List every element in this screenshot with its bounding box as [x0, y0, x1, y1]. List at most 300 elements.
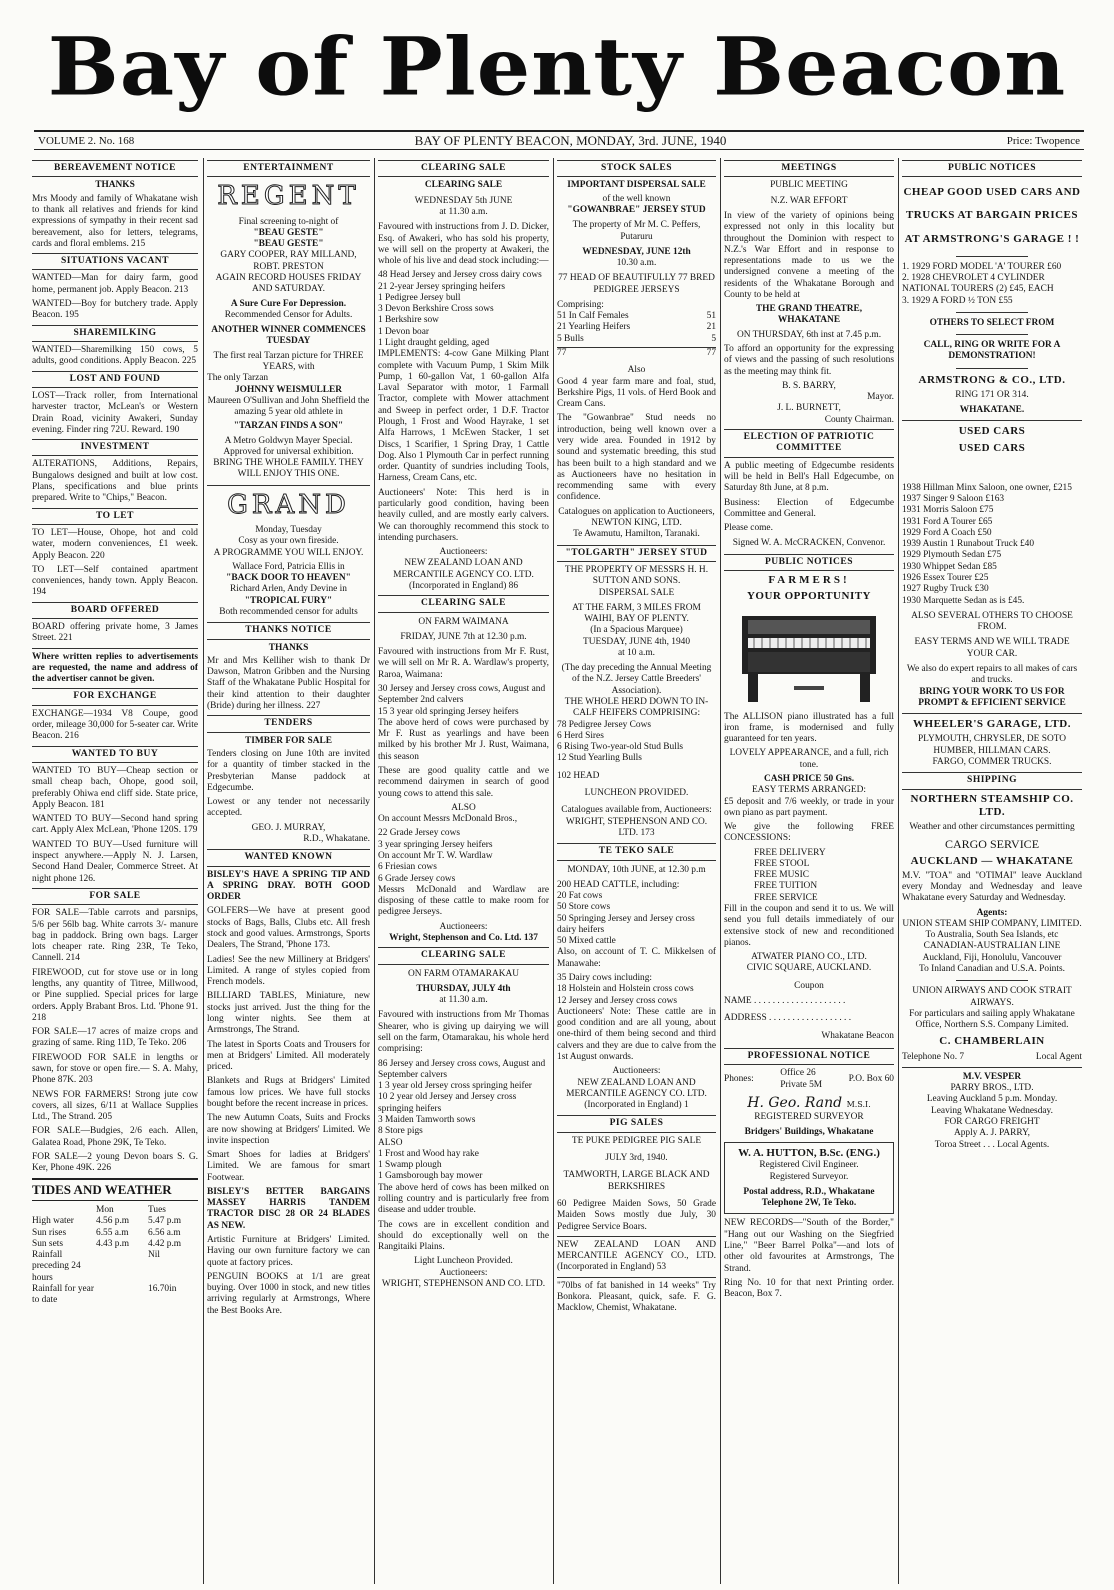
notice-text: The ALLISON piano illustrated has a full iron frame, is modernised and fully guaranteed for ten years. — [724, 711, 894, 745]
text-line: DISPERSAL SALE — [598, 587, 675, 598]
company-name: UNION STEAM SHIP COMPANY, LIMITED. — [902, 918, 1082, 929]
venue: THE GRAND THEATRE, WHAKATANE — [755, 304, 863, 326]
list-item: 12 Jersey and Jersey cross cows — [557, 995, 678, 1006]
text-line: Final screening to-night of — [238, 216, 339, 227]
column-divider — [553, 158, 554, 1584]
text-line: Postal address, R.D., Whakatane — [743, 1186, 875, 1197]
surveyor-signature — [724, 1095, 894, 1112]
divider — [902, 420, 1082, 421]
notice-text: Mr and Mrs Kelliher wish to thank Dr Dawson, Matron Gribben and the Nursing Staff of the Whakatane Public Hospital for their kind attention to their daughter (Bride) during her illness. 227 — [207, 655, 370, 711]
section-heading: CLEARING SALE — [378, 595, 549, 612]
classified-ad: WANTED TO BUY—Second hand spring cart. Apply Alex McLean, 'Phone 120S. 179 — [32, 814, 198, 836]
film-title: "TARZAN FINDS A SON" — [233, 421, 344, 432]
classified-ad: NEWS FOR FARMERS! Strong jute cow covers, all sizes, 6/11 at Wallace Supplies Ltd., The Strand. 205 — [32, 1089, 198, 1123]
ad-headline: M.V. VESPER — [962, 1071, 1022, 1082]
sale-date: WEDNESDAY 5th JUNE — [414, 195, 513, 206]
list-value: 21 — [706, 322, 716, 333]
list-item: 86 Jersey and Jersey cross cows, August and September calvers — [378, 1058, 546, 1080]
text-line: 102 HEAD — [557, 770, 600, 781]
notice-text: Tenders closing on June 10th are invited for a quantity of timber stacked in the Presbyterian Manse paddock at Edgecumbe. — [207, 748, 370, 793]
phone-numbers — [780, 1068, 822, 1091]
text-line: REGISTERED SURVEYOR — [754, 1111, 864, 1122]
text-line: Catalogues available from, Auctioneers: — [561, 805, 712, 816]
section-heading: ENTERTAINMENT — [207, 160, 370, 177]
company-name: WHEELER'S GARAGE, LTD. — [913, 718, 1071, 731]
sale-date: TUESDAY, JUNE 4th, 1940 — [582, 636, 691, 647]
phone-private: Private 5M — [780, 1079, 823, 1090]
text-line: Bridgers' Buildings, Whakatane — [744, 1126, 874, 1137]
text-line: ALSO SEVERAL OTHERS TO CHOOSE FROM. — [911, 610, 1073, 633]
text-line: Light Luncheon Provided. — [414, 1256, 513, 1267]
tides-cell: 4.42 p.m — [148, 1238, 182, 1249]
text-line: "GOWANBRAE" JERSEY STUD — [567, 204, 706, 215]
company-name: PARRY BROS., LTD. — [950, 1083, 1034, 1094]
notice-text: Favoured with instructions from Mr Thomas Shearer, who is giving up dairying we will sell on the farm, Otamarakau, his whole herd comprising: — [378, 1010, 549, 1055]
list-item: 1937 Singer 9 Saloon £163 — [902, 494, 1005, 505]
list-value: 51 — [706, 311, 716, 322]
text-line: FARGO, COMMER TRUCKS. — [932, 756, 1052, 767]
list-item — [557, 311, 716, 322]
sale-date: WEDNESDAY, JUNE 12th — [582, 246, 691, 257]
subheading: IMPORTANT DISPERSAL SALE — [567, 180, 706, 191]
signatory-title: County Chairman. — [824, 414, 894, 425]
list-item: 50 Mixed cattle — [557, 936, 616, 947]
list-item: 1 Frost and Wood hay rake — [378, 1148, 479, 1159]
classified-ad: Blankets and Rugs at Bridgers' Limited famous low prices. We have full stocks bought before the recent increase in prices. — [207, 1076, 370, 1109]
list-item: 3 year springing Jersey heifers — [378, 839, 493, 850]
coupon-name-field: NAME . . . . . . . . . . . . . . . . . . . . — [724, 996, 846, 1006]
list-item: FREE SERVICE — [754, 892, 818, 903]
issue-date: BAY OF PLENTY BEACON, MONDAY, 3rd. JUNE, 1940 — [414, 132, 727, 148]
text-line: FOR CARGO FREIGHT — [944, 1117, 1040, 1128]
classified-ad: Ring No. 10 for that next Printing order. Beacon, Box 7. — [724, 1277, 894, 1300]
text-line: We also do expert repairs to all makes of cars and trucks. — [906, 663, 1078, 686]
masthead — [0, 8, 1114, 126]
sale-date: JULY 3rd, 1940. — [605, 1153, 668, 1164]
column-stock-sales — [557, 160, 716, 1580]
subheading: TIMBER FOR SALE — [245, 735, 332, 746]
list-label: 5 Bulls — [557, 333, 584, 344]
classified-ad: Ladies! See the new Millinery at Bridgers' Limited. A range of styles copied from French models. — [207, 954, 370, 988]
list-item: 1938 Hillman Minx Saloon, one owner, £215 — [902, 482, 1072, 493]
subheading: TE PUKE PEDIGREE PIG SALE — [571, 1135, 702, 1146]
po-box: P.O. Box 60 — [848, 1073, 894, 1084]
text-line: Comprising: — [557, 299, 604, 310]
subheading: CLEARING SALE — [424, 180, 503, 191]
classified-ad: The new Autumn Coats, Suits and Frocks are now showing at Bridgers' Limited. We invite inspection — [207, 1113, 370, 1146]
list-item: 6 Herd Sires — [557, 730, 604, 741]
phone-office: Office 26 — [780, 1068, 816, 1079]
notice-text: A public meeting of Edgecumbe residents will be held in Bell's Hall Edgecumbe, on Saturday 8th June, at 8 p.m. — [724, 460, 894, 494]
text-line: Auctioneers: — [439, 1267, 488, 1278]
text-line: Also — [627, 365, 646, 376]
signatory: B. S. BARRY, — [782, 380, 836, 391]
list-item: FREE DELIVERY — [754, 847, 826, 858]
section-heading: PIG SALES — [557, 1115, 716, 1132]
list-item: 50 Springing Jersey and Jersey cross dairy heifers — [557, 913, 695, 935]
classified-ad: GOLFERS—We have at present good stocks of Bags, Balls, Clubs etc. All fresh stock and good values. Armstrongs, Sports Dealers, The Strand, 'Phone 173. — [207, 906, 370, 951]
text-line: Auctioneers: — [439, 921, 488, 932]
company-name: NORTHERN STEAMSHIP CO. LTD. — [910, 792, 1074, 818]
list-item: 8 Store pigs — [378, 1126, 423, 1137]
text-line: GARY COOPER, RAY MILLAND, ROBT. PRESTON — [220, 250, 357, 272]
tides-cell: Nil — [148, 1250, 160, 1261]
divider — [902, 1067, 1082, 1068]
list-item: 1929 Plymouth Sedan £75 — [902, 550, 1002, 561]
text-line: ANOTHER WINNER COMMENCES TUESDAY — [211, 325, 366, 347]
notice-text: Fill in the coupon and send it to us. We will send you full details immediately of our extensive stock of new and reconditioned pianos. — [724, 904, 894, 948]
text-line: AGAIN RECORD HOUSES FRIDAY AND SATURDAY. — [215, 272, 362, 295]
classified-ad: "70lbs of fat banished in 14 weeks" Try Bonkora. Pleasant, quick, safe. F. G. Macklow, Chemist, Whakatane. — [557, 1277, 716, 1315]
list-item: 1939 Austin 1 Runabout Truck £40 — [902, 539, 1035, 550]
text-line: Both recommended censor for adults — [219, 606, 358, 617]
ad-headline: USED CARS — [958, 441, 1026, 454]
section-heading: PROFESSIONAL NOTICE — [724, 1048, 894, 1065]
list-item: 78 Pedigree Jersey Cows — [557, 719, 651, 730]
list-item: 1 Devon boar — [378, 326, 430, 337]
agent-contact-row — [902, 1052, 1082, 1063]
text-line: Auctioneers: — [439, 547, 488, 558]
section-heading: FOR EXCHANGE — [32, 688, 198, 705]
text-line: of the well known — [602, 193, 671, 204]
text-line: Local Agent — [1035, 1051, 1082, 1062]
text-line: Apply A. J. PARRY, — [953, 1128, 1031, 1139]
signatory-title: Mayor. — [867, 392, 894, 403]
notice-text: M.V. "TOA" and "OTIMAI" leave Auckland every Monday and Wednesday and leave Whakatane every Saturday and Wednesday. — [902, 870, 1082, 904]
column-entertainment — [207, 160, 370, 1580]
notice-text: We give the following FREE CONCESSIONS: — [724, 822, 894, 844]
list-item: 1927 Rugby Truck £30 — [902, 584, 989, 595]
volume-number: VOLUME 2. No. 168 — [38, 134, 135, 147]
subheading: ON FARM OTAMARAKAU — [407, 968, 520, 979]
classified-ad: FIREWOOD, cut for stove use or in long lengths, any quantity of Titree, Millwood, or Pine supplied. Special prices for large orders. Apply Brabant Bros. Ltd. 'Phone 91. 218 — [32, 967, 198, 1023]
tides-col-header: Mon — [96, 1205, 114, 1216]
agent-name: C. CHAMBERLAIN — [939, 1035, 1045, 1048]
auctioneer: NEW ZEALAND LOAN AND MERCANTILE AGENCY CO., LTD. (Incorporated in England) 53 — [557, 1236, 716, 1274]
tides-cell: Sun sets — [32, 1238, 63, 1249]
classified-ad: TO LET—House, Ohope, hot and cold water, modern conveniences, £1 week. Apply Beacon. 220 — [32, 527, 198, 561]
text-line: Registered Civil Engineer. — [759, 1160, 859, 1171]
tides-cell: 4.43 p.m — [96, 1238, 130, 1249]
text-line: LOVELY APPEARANCE, and a full, rich tone. — [729, 748, 889, 770]
notice-text: Messrs McDonald and Wardlaw are disposing of these cattle to make room for pedigree Jerseys. — [378, 884, 549, 918]
text-line: BRING YOUR WORK TO US FOR PROMPT & EFFICIENT SERVICE — [918, 686, 1066, 708]
notice-text: Auctioneers' Note: These cattle are in good condition and are all young, about one-third of them being second and third calvers and they are due to calve from the 1st August onwards. — [557, 1006, 716, 1063]
text-line: BRING THE WHOLE FAMILY. THEY WILL ENJOY THIS ONE. — [213, 458, 364, 480]
text-line: PLYMOUTH, CHRYSLER, DE SOTO HUMBER, HILLMAN CARS. — [917, 734, 1067, 756]
list-item: 1926 Essex Tourer £25 — [902, 573, 989, 584]
notice-text: 60 Pedigree Maiden Sows, 50 Grade Maiden Sows mostly due July, 30 Pedigree Service Boars. — [557, 1198, 716, 1232]
newspaper-title: Bay of Plenty Beacon — [47, 19, 1067, 114]
text-line: Monday, Tuesday — [255, 524, 322, 535]
text-line: OTHERS TO SELECT FROM — [929, 317, 1055, 328]
section-heading: SITUATIONS VACANT — [32, 253, 198, 270]
list-label: 77 — [557, 348, 567, 359]
section-heading: INVESTMENT — [32, 439, 198, 456]
notice-text: Where written replies to advertisements are requested, the name and address of the advertiser cannot be given. — [32, 648, 198, 686]
classified-ad: FIREWOOD FOR SALE in lengths or sawn, for stove or open fire.— S. A. Mahy, Phone 87K. 203 — [32, 1052, 198, 1086]
text-line: Please come. — [724, 523, 773, 534]
section-heading: BOARD OFFERED — [32, 602, 198, 619]
sale-time: 10.30 a.m. — [616, 258, 657, 269]
section-heading: CLEARING SALE — [378, 160, 549, 177]
notice-text: To afford an opportunity for the expressing of views and the passing of such resolutions as the meeting may think fit. — [724, 344, 894, 377]
notice-text: Lowest or any tender not necessarily accepted. — [207, 797, 370, 819]
film-title: "TROPICAL FURY" — [244, 595, 333, 606]
list-item: 1 Gamsborough bay mower — [378, 1171, 483, 1182]
section-heading: STOCK SALES — [557, 160, 716, 177]
column-public-notices — [902, 160, 1082, 1580]
list-item: On account Mr T. W. Wardlaw — [378, 850, 493, 861]
text-line: EASY TERMS AND WE WILL TRADE YOUR CAR. — [914, 637, 1070, 659]
tides-cell — [96, 1250, 146, 1284]
auctioneer: NEW ZEALAND LOAN AND MERCANTILE AGENCY CO. LTD. (Incorporated in England) 1 — [566, 1077, 707, 1111]
list-value: 5 — [711, 333, 716, 344]
list-item: 1 Swamp plough — [378, 1160, 442, 1171]
text-line: RING 171 OR 314. — [955, 389, 1029, 400]
text-line: THE PROPERTY OF MESSRS H. H. SUTTON AND SONS. — [564, 564, 709, 587]
section-heading: WANTED KNOWN — [207, 849, 370, 866]
list-item: 1931 Morris Saloon £75 — [902, 505, 994, 516]
list-item — [557, 347, 716, 359]
auctioneer: WRIGHT, STEPHENSON AND CO. LTD. — [381, 1278, 546, 1289]
text-line: THE WHOLE HERD DOWN TO IN-CALF HEIFERS COMPRISING: — [564, 697, 709, 719]
list-item: 1 3 year old Jersey cross springing heifer — [378, 1081, 532, 1092]
hutton-notice — [724, 1142, 894, 1214]
tides-cell — [96, 1284, 146, 1307]
column-meetings — [724, 160, 894, 1580]
notice-text: The above herd of cows were purchased by Mr F. Rust as yearlings and have been milked by his brother Mr J. Rust, Waimana, this season — [378, 717, 549, 762]
section-heading: "TOLGARTH" JERSEY STUD — [557, 545, 716, 562]
notice-text: £5 deposit and 7/6 weekly, or trade in your own piano as part payment. — [724, 796, 894, 818]
text-line: GEO. J. MURRAY, — [251, 822, 326, 833]
sale-date: THURSDAY, JULY 4th — [416, 983, 511, 994]
list-label: 21 Yearling Heifers — [557, 322, 631, 333]
list-item: 1930 Marquette Sedan as is £45. — [902, 595, 1025, 606]
tides-cell: Sun rises — [32, 1227, 67, 1238]
list-value: 77 — [706, 348, 716, 359]
section-heading: ELECTION OF PATRIOTIC COMMITTEE — [724, 429, 894, 458]
regent-theatre-title: REGENT — [217, 181, 360, 212]
ad-headline: FARMERS! — [768, 574, 850, 587]
text-line: Richard Arlen, Andy Devine in — [230, 584, 347, 595]
list-item: 6 Rising Two-year-old Stud Bulls — [557, 742, 684, 753]
film-title: "BACK DOOR TO HEAVEN" — [226, 573, 351, 584]
classified-ad: ALTERATIONS, Additions, Repairs, Bungalows designed and built at low cost. Plans, specifications and blue prints prepared. Write to "Chips," Beacon. — [32, 459, 198, 504]
company-name: ATWATER PIANO CO., LTD. — [751, 952, 867, 963]
list-item: 1931 Ford A Tourer £65 — [902, 516, 993, 527]
classified-ad: NEW RECORDS—"South of the Border," "Hang out our Washing on the Siegfried Line," "Beer Barrel Polka"—and lots of other old favourites at Armstrongs, The Strand. — [724, 1218, 894, 1274]
text-line: 200 HEAD CATTLE, including: — [557, 879, 680, 890]
company-address: CIVIC SQUARE, AUCKLAND. — [746, 963, 872, 974]
notice-text: The cows are in excellent condition and should do exceptionally well on the Rangitaiki Plains. — [378, 1219, 549, 1253]
column-clearing-sales — [378, 160, 549, 1580]
list-item: 10 2 year old Jersey and Jersey cross springing heifers — [378, 1092, 517, 1114]
signature-suffix: M.S.I. — [846, 1099, 871, 1109]
text-line: The only Tarzan — [207, 373, 269, 384]
divider — [956, 368, 1028, 369]
section-heading: SHAREMILKING — [32, 325, 198, 342]
text-line: (In a Spacious Marquee) — [590, 625, 683, 636]
section-heading: TE TEKO SALE — [557, 843, 716, 860]
text-line: Leaving Auckland 5 p.m. Monday. — [926, 1094, 1058, 1105]
list-item: 15 3 year old springing Jersey heifers — [378, 706, 519, 717]
column-divider — [898, 158, 899, 1584]
list-item — [557, 334, 716, 345]
list-item: 1930 Whippet Sedan £85 — [902, 561, 997, 572]
cash-price: CASH PRICE 50 Gns. — [763, 773, 855, 784]
list-item: 1 Light draught gelding, aged — [378, 338, 490, 349]
text-line: R.D., Whakatane. — [303, 833, 370, 844]
section-heading: PUBLIC NOTICES — [902, 160, 1082, 177]
divider — [956, 980, 1028, 981]
classified-ad: EXCHANGE—1934 V8 Coupe, good order, mileage 30,000 for 5-seater car. Write Beacon. 216 — [32, 708, 198, 742]
text-line: Leaving Whakatane Wednesday. — [931, 1105, 1053, 1116]
section-heading: LOST AND FOUND — [32, 371, 198, 388]
text-line: WHAKATANE. — [959, 405, 1025, 416]
list-item: 18 Holstein and Holstein cross cows — [557, 984, 694, 995]
text-line: Telephone No. 7 — [902, 1051, 965, 1062]
sale-date: FRIDAY, JUNE 7th at 12.30 p.m. — [400, 631, 527, 642]
subheading: PUBLIC MEETING — [770, 180, 848, 191]
sale-time: at 11.30 a.m. — [439, 206, 488, 217]
phones-row — [724, 1068, 894, 1091]
section-heading: CLEARING SALE — [378, 947, 549, 964]
column-classifieds — [32, 160, 198, 1580]
classified-ad: FOR SALE—17 acres of maize crops and grazing of same. Ring 11D, Te Teko. 206 — [32, 1027, 198, 1049]
classified-ad: Artistic Furniture at Bridgers' Limited. Having our own furniture factory we can quote at factory prices. — [207, 1235, 370, 1268]
subheading: THANKS — [95, 180, 135, 191]
notice-text: These are good quality cattle and we recommend dairymen in search of good young cows to attend this sale. — [378, 766, 549, 799]
list-item: 3 Maiden Tamworth sows — [378, 1114, 476, 1125]
ad-headline: YOUR OPPORTUNITY — [746, 590, 872, 603]
text-line: 77 HEAD OF BEAUTIFULLY 77 BRED PEDIGREE JERSEYS — [558, 273, 715, 295]
text-line: A PROGRAMME YOU WILL ENJOY. — [213, 547, 364, 558]
classified-ad: BISLEY'S HAVE A SPRING TIP AND A SPRING DRAY. BOTH GOOD ORDER — [207, 869, 370, 903]
coupon-label: Coupon — [794, 980, 824, 991]
list-item: 3. 1929 A FORD ½ TON £55 — [902, 295, 1013, 306]
text-line: Weather and other circumstances permitting — [909, 821, 1075, 832]
classified-ad: BILLIARD TABLES, Miniature, new stocks just arrived. Just the thing for the long winter nights. See them at Armstrongs, The Strand. — [207, 991, 370, 1036]
notice-text: Business: Election of Edgecumbe Committee and General. — [724, 497, 894, 519]
tides-cell: High water — [32, 1216, 74, 1227]
ad-headline: USED CARS — [958, 425, 1026, 438]
auctioneer: NEWTON KING, LTD. — [591, 517, 682, 528]
text-line: EASY TERMS ARRANGED: — [751, 785, 867, 796]
section-heading: BEREAVEMENT NOTICE — [32, 160, 198, 177]
sale-date: MONDAY, 10th JUNE, at 12.30 p.m — [567, 864, 706, 875]
tides-col-header — [32, 1205, 94, 1216]
list-label: 51 In Calf Females — [557, 311, 629, 322]
issue-info-bar — [34, 130, 1084, 150]
classified-ad: WANTED—Man for dairy farm, good home, permanent job. Apply Beacon. 213 — [32, 273, 198, 295]
list-item: 1929 Ford A Coach £50 — [902, 527, 992, 538]
classified-ad: BOARD offering private home, 3 James Street. 221 — [32, 622, 198, 644]
text-line: Catalogues on application to Auctioneers, — [558, 506, 715, 517]
text-line: A Metro Goldwyn Mayer Special. Approved for universal exhibition. — [223, 435, 354, 457]
text-line: (The day preceding the Annual Meeting of the N.Z. Jersey Cattle Breeders' Association). — [561, 663, 712, 696]
notice-text: Good 4 year farm mare and foal, stud, Berkshire Pigs, 11 vols. of Herd Book and Cream Cans. — [557, 376, 716, 410]
auctioneer: WRIGHT, STEPHENSON AND CO. LTD. 173 — [565, 816, 708, 838]
ad-headline: CHEAP GOOD USED CARS AND TRUCKS AT BARGAIN PRICES AT ARMSTRONG'S GARAGE ! ! — [903, 186, 1081, 245]
text-line: For particulars and sailing apply Whakatane Office, Northern S.S. Company Limited. — [909, 1008, 1075, 1031]
text-line: JOHNNY WEISMULLER — [234, 384, 343, 395]
list-item: 2. 1928 CHEVROLET 4 CYLINDER NATIONAL TOURERS (2) £45, EACH — [902, 272, 1054, 295]
text-line: ALSO — [451, 802, 476, 813]
list-item: 3 Devon Berkshire Cross sows — [378, 304, 494, 315]
signatory: J. L. BURNETT, — [777, 403, 841, 414]
text-line: Te Awamutu, Hamilton, Taranaki. — [573, 529, 700, 540]
notice-text: Mrs Moody and family of Whakatane wish to thank all relatives and friends for kind expressions of sympathy in their recent sad bereavement, also for letters, telegrams, cards and floral emblems. 215 — [32, 193, 198, 249]
classified-ad: WANTED—Boy for butchery trade. Apply Beacon. 195 — [32, 299, 198, 321]
notice-text: Favoured with instructions from Mr F. Rust, we will sell on Mr R. A. Wardlaw's property, Raroa, Waimana: — [378, 647, 549, 680]
ad-headline: CARGO SERVICE — [944, 837, 1040, 852]
tides-heading: TIDES AND WEATHER — [32, 1178, 198, 1201]
classified-ad: WANTED—Sharemilking 150 cows, 5 adults, good conditions. Apply Beacon. 225 — [32, 344, 198, 367]
piano-illustration — [734, 610, 884, 706]
text-line: CALL, RING OR WRITE FOR A DEMONSTRATION! — [923, 340, 1061, 362]
film-title: "BEAU GESTE" — [253, 227, 324, 238]
classified-ad: Smart Shoes for ladies at Bridgers' Limited. We are famous for smart Footwear. — [207, 1150, 370, 1183]
list-item: FREE STOOL — [754, 858, 810, 869]
text-line: Maureen O'Sullivan and John Sheffield the amazing 5 year old athlete in — [207, 395, 370, 418]
classified-ad: BISLEY'S BETTER BARGAINS MASSEY HARRIS TANDEM TRACTOR DISC 28 OR 24 BLADES AS NEW. — [207, 1186, 370, 1231]
auctioneer: Wright, Stephenson and Co. Ltd. 137 — [389, 932, 538, 943]
text-line: Registered Surveyor. — [769, 1171, 849, 1182]
text-line: Auckland, Fiji, Honolulu, Vancouver — [922, 952, 1062, 963]
tides-cell: 16.70in — [148, 1284, 177, 1295]
sale-time: at 10 a.m. — [618, 647, 655, 658]
text-line: LUNCHEON PROVIDED. — [584, 788, 689, 798]
column-divider — [203, 158, 204, 1584]
list-item: 6 Grade Jersey cows — [378, 873, 456, 884]
notice-text: IMPLEMENTS: 4-cow Gane Milking Plant complete with Vacuum Pump, 1 Skim Milk Pump, 1 60-gallon Vat, 1 60-gallon Alfa Laval Separator with motor, 1 Farmall Tractor, complete with Mower attachment and Sweep in perfect order, 1 D.F. Tractor Plough, 1 Frost and Wood Hayrake, 1 set Alfa Harrows, 1 McEwen Stacker, 1 set Discs, 1 Scarifier, 1 Spring Dray, 1 Cattle Dog. Also 1 Plymouth Car in perfect running order. Quantity of sundries including Tools, Harness, Cream Cans, etc. — [378, 349, 549, 484]
text-line: Wallace Ford, Patricia Ellis in — [232, 561, 345, 572]
tides-col-header: Tues — [148, 1205, 166, 1216]
list-item: 6 Friesian cows — [378, 862, 437, 873]
signature-name: H. Geo. Rand — [747, 1094, 843, 1111]
section-heading: WANTED TO BUY — [32, 746, 198, 763]
column-divider — [720, 158, 721, 1584]
notice-text: The "Gowanbrae" Stud needs no introduction, being well known over a very wide area. Founded in 1912 by sound and systematic breeding, this stud has been built to a high standard and we as Auctioneers have no hesitation in recommending same with every confidence. — [557, 413, 716, 503]
tides-cell: Rainfall preceding 24 hours — [32, 1250, 81, 1283]
meeting-date: ON THURSDAY, 6th inst at 7.45 p.m. — [736, 329, 882, 340]
signatory: Signed W. A. McCRACKEN, Convenor. — [732, 538, 886, 549]
list-item: 21 2-year Jersey springing heifers — [378, 281, 506, 292]
section-heading: TENDERS — [207, 715, 370, 732]
text-line: To Australia, South Sea Islands, etc CANADIAN-AUSTRALIAN LINE — [923, 930, 1061, 952]
list-item: 35 Dairy cows including: — [557, 973, 653, 984]
classified-ad: PENGUIN BOOKS at 1/1 are great buying. Over 1000 in stock, and new titles arriving regularly at Armstrongs, Where the Best Books Are. — [207, 1271, 370, 1316]
auctioneer: NEW ZEALAND LOAN AND MERCANTILE AGENCY CO. LTD. (Incorporated in England) 86 — [393, 558, 534, 591]
notice-text: Also, on account of T. C. Mikkelsen of Manawahe: — [557, 947, 716, 969]
list-item: 20 Fat cows — [557, 891, 603, 902]
list-item: 50 Store cows — [557, 902, 611, 913]
list-item: 1. 1929 FORD MODEL 'A' TOURER £60 — [902, 261, 1062, 272]
list-item — [557, 322, 716, 333]
text-line: Agents: — [976, 907, 1008, 918]
film-title: "BEAU GESTE" — [253, 239, 324, 250]
divider — [956, 256, 1028, 257]
classified-ad: FOR SALE—Budgies, 2/6 each. Allen, Galatea Road, Phone 29K, Te Teko. — [32, 1126, 198, 1148]
text-line: The property of Mr M. C. Peffers, Putaruru — [572, 220, 701, 242]
classified-ad: LOST—Track roller, from International harvester tractor, McLean's or Western Drain Road, vicinity Awakeri, Sunday evening. Finder ring 72U. Reward. 190 — [32, 390, 198, 435]
section-heading: MEETINGS — [724, 160, 894, 177]
subheading: ON FARM WAIMANA — [418, 616, 509, 627]
text-line: Phones: — [724, 1073, 754, 1084]
classified-ad: WANTED TO BUY—Cheap section or small cheap bach, Ohope, good soil, preferably Ohiwa end cliff side. State price, Apply Beacon. 181 — [32, 766, 198, 810]
tides-table — [32, 1205, 198, 1307]
